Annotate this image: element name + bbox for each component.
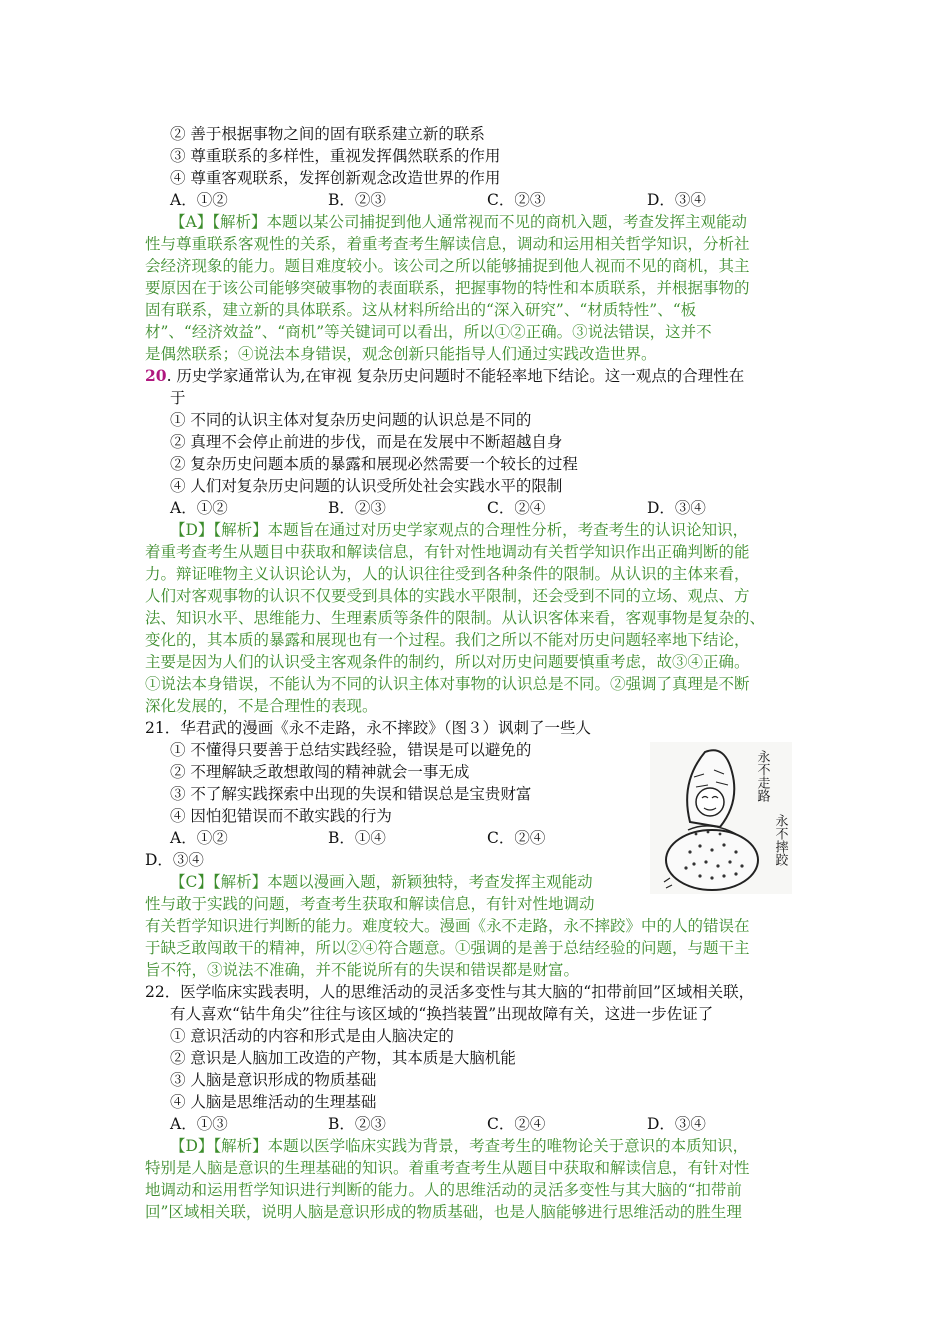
q20-options bbox=[170, 497, 790, 519]
q22-statement: ② 意识是人脑加工改造的产物，其本质是大脑机能 bbox=[170, 1049, 516, 1067]
q22-statement: ④ 人脑是思维活动的生理基础 bbox=[170, 1093, 377, 1111]
cartoon-figure bbox=[650, 742, 792, 894]
q20-stem bbox=[145, 365, 744, 387]
q19-analysis-line: 要原因在于该公司能够突破事物的表面联系，把握事物的特性和本质联系，并根据事物的 bbox=[145, 279, 750, 297]
q20-analysis-line: ①说法本身错误，不能认为不同的认识主体对事物的认识总是不同。②强调了真理是不断 bbox=[145, 675, 750, 693]
q19-analysis-line: 性与尊重联系客观性的关系，着重考查考生解读信息，调动和运用相关哲学知识，分析社 bbox=[145, 235, 750, 253]
q20-number: 20 bbox=[145, 366, 167, 385]
q22-stem: 22．医学临床实践表明，人的思维活动的灵活多变性与其大脑的“扣带前回”区域相关联， bbox=[145, 983, 755, 1001]
q21-statement: ④ 因怕犯错误而不敢实践的行为 bbox=[170, 807, 392, 825]
q20-statement: ② 复杂历史问题本质的暴露和展现必然需要一个较长的过程 bbox=[170, 455, 578, 473]
q20-option-a: A．①② bbox=[170, 499, 228, 517]
q22-stem-continued: 有人喜欢“钻牛角尖”往往与该区域的“换挡装置”出现故障有关，这进一步佐证了 bbox=[170, 1005, 714, 1023]
q21-statement: ③ 不了解实践探索中出现的失误和错误总是宝贵财富 bbox=[170, 785, 532, 803]
q19-statement-2: ② 善于根据事物之间的固有联系建立新的联系 bbox=[170, 125, 485, 143]
q20-statement: ④ 人们对复杂历史问题的认识受所处社会实践水平的限制 bbox=[170, 477, 563, 495]
q21-analysis-line: 旨不符，③说法不准确，并不能说所有的失误和错误都是财富。 bbox=[145, 961, 580, 979]
q22-analysis-line: 特别是人脑是意识的生理基础的知识。着重考查考生从题目中获取和解读信息，有针对性 bbox=[145, 1159, 750, 1177]
q19-analysis-line: 是偶然联系；④说法本身错误，观念创新只能指导人们通过实践改造世界。 bbox=[145, 345, 657, 363]
q19-analysis-line: 材”、“经济效益”、“商机”等关键词可以看出，所以①②正确。③说法错误，这并不 bbox=[145, 323, 712, 341]
q20-analysis-line: 变化的，其本质的暴露和展现也有一个过程。我们之所以不能对历史问题轻率地下结论， bbox=[145, 631, 750, 649]
q20-statement: ② 真理不会停止前进的步伐，而是在发展中不断超越自身 bbox=[170, 433, 563, 451]
q20-analysis-line: 【D】【解析】本题旨在通过对历史学家观点的合理性分析，考查考生的认识论知识， bbox=[170, 521, 749, 539]
q20-option-d: D．③④ bbox=[647, 499, 706, 517]
q22-statement: ① 意识活动的内容和形式是由人脑决定的 bbox=[170, 1027, 454, 1045]
q19-option-a: A．①② bbox=[170, 191, 228, 209]
q20-analysis-line: 主要是因为人们的认识受主客观条件的制约，所以对历史问题要慎重考虑，故③④正确。 bbox=[145, 653, 750, 671]
q21-options bbox=[170, 827, 590, 849]
q22-options bbox=[170, 1113, 790, 1135]
q20-analysis-line: 着重考查考生从题目中获取和解读信息，有针对性地调动有关哲学知识作出正确判断的能 bbox=[145, 543, 750, 561]
q21-statement: ② 不理解缺乏敢想敢闯的精神就会一事无成 bbox=[170, 763, 470, 781]
q19-analysis-line: 会经济现象的能力。题目难度较小。该公司之所以能够捕捉到他人视而不见的商机，其主 bbox=[145, 257, 750, 275]
q21-statement: ① 不懂得只要善于总结实践经验，错误是可以避免的 bbox=[170, 741, 532, 759]
q21-option-b: B．①④ bbox=[328, 829, 386, 847]
q22-analysis-line: 地调动和运用哲学知识进行判断的能力。人的思维活动的灵活多变性与其大脑的“扣带前 bbox=[145, 1181, 742, 1199]
cartoon-drawing bbox=[650, 742, 792, 894]
q22-option-a: A．①③ bbox=[170, 1115, 228, 1133]
q20-option-c: C．②④ bbox=[487, 499, 546, 517]
q22-option-b: B．②③ bbox=[328, 1115, 386, 1133]
q19-option-d: D．③④ bbox=[647, 191, 706, 209]
q20-stem-continued: 于 bbox=[170, 389, 186, 407]
q20-analysis-line: 法、知识水平、思维能力、生理素质等条件的限制。从认识客体来看，客观事物是复杂的、 bbox=[145, 609, 766, 627]
q21-analysis-line: 【C】【解析】本题以漫画入题，新颖独特，考查发挥主观能动 bbox=[170, 873, 593, 891]
q22-option-c: C．②④ bbox=[487, 1115, 546, 1133]
q22-option-d: D．③④ bbox=[647, 1115, 706, 1133]
q21-analysis-line: 有关哲学知识进行判断的能力。难度较大。漫画《永不走路，永不摔跤》中的人的错误在 bbox=[145, 917, 750, 935]
q22-statement: ③ 人脑是意识形成的物质基础 bbox=[170, 1071, 377, 1089]
q21-option-c: C．②④ bbox=[487, 829, 546, 847]
q20-analysis-line: 力。辩证唯物主义认识论认为，人的认识往往受到各种条件的限制。从认识的主体来看， bbox=[145, 565, 750, 583]
cartoon-caption-2: 永不摔跤 bbox=[772, 814, 788, 866]
q21-option-d: D．③④ bbox=[145, 851, 204, 869]
q21-stem: 21．华君武的漫画《永不走路，永不摔跤》（图３）讽刺了一些人 bbox=[145, 719, 591, 737]
q19-option-c: C．②③ bbox=[487, 191, 546, 209]
q22-analysis-line: 回”区域相关联，说明人脑是意识形成的物质基础，也是人脑能够进行思维活动的胜生理 bbox=[145, 1203, 742, 1221]
q20-analysis-line: 人们对客观事物的认识不仅要受到具体的实践水平限制，还会受到不同的立场、观点、方 bbox=[145, 587, 750, 605]
q21-option-a: A．①② bbox=[170, 829, 228, 847]
q19-options bbox=[170, 189, 790, 211]
q21-analysis-line: 于缺乏敢闯敢干的精神，所以②④符合题意。①强调的是善于总结经验的问题，与题干主 bbox=[145, 939, 750, 957]
q22-analysis-line: 【D】【解析】本题以医学临床实践为背景，考查考生的唯物论关于意识的本质知识， bbox=[170, 1137, 749, 1155]
q20-statement: ① 不同的认识主体对复杂历史问题的认识总是不同的 bbox=[170, 411, 532, 429]
q19-analysis-line: 【A】【解析】本题以某公司捕捉到他人通常视而不见的商机入题，考查发挥主观能动 bbox=[170, 213, 747, 231]
cartoon-body-shape bbox=[666, 830, 758, 890]
cartoon-face-shape bbox=[696, 788, 724, 816]
q20-analysis-line: 深化发展的，不是合理性的表现。 bbox=[145, 697, 378, 715]
q19-option-b: B．②③ bbox=[328, 191, 386, 209]
q21-analysis-line: 性与敢于实践的问题，考查考生获取和解读信息，有针对性地调动 bbox=[145, 895, 595, 913]
cartoon-caption-1: 永不走路 bbox=[754, 750, 770, 802]
q20-stem-text: . 历史学家通常认为,在审视 复杂历史问题时不能轻率地下结论。这一观点的合理性在 bbox=[166, 367, 745, 385]
q19-statement-3: ③ 尊重联系的多样性，重视发挥偶然联系的作用 bbox=[170, 147, 501, 165]
q19-statement-4: ④ 尊重客观联系，发挥创新观念改造世界的作用 bbox=[170, 169, 501, 187]
q19-analysis-line: 固有联系，建立新的具体联系。这从材料所给出的“深入研究”、“材质特性”、“板 bbox=[145, 301, 697, 319]
q20-option-b: B．②③ bbox=[328, 499, 386, 517]
